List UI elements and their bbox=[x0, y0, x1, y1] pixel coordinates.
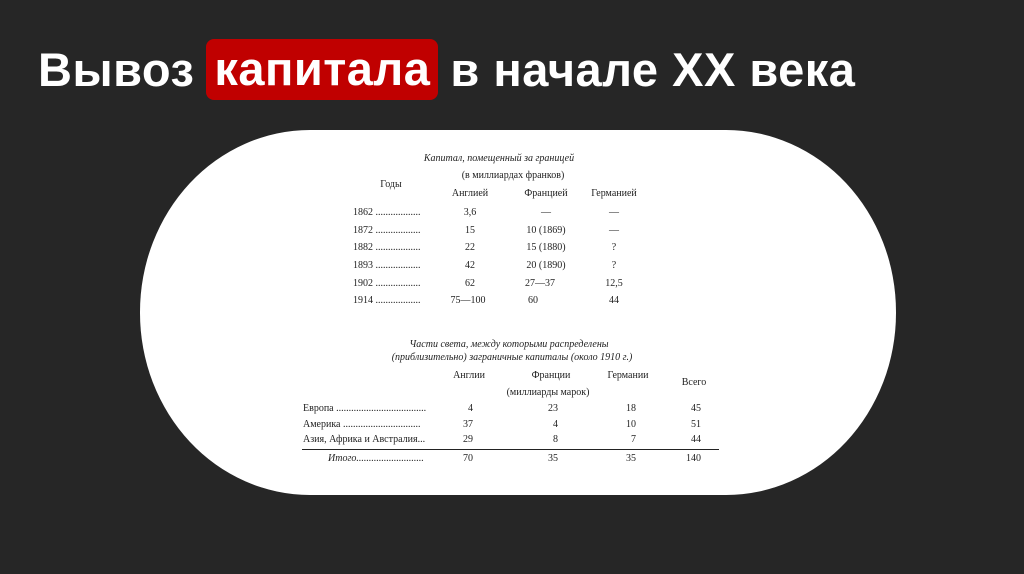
table2-col-england: Англии bbox=[453, 370, 485, 381]
table2-total-rule bbox=[302, 449, 719, 450]
table2-caption-line1: Части света, между которыми распределены bbox=[409, 339, 609, 350]
table2-col-france: Франции bbox=[531, 370, 571, 381]
document-card bbox=[140, 130, 896, 495]
table1-col-germany: Германией bbox=[591, 188, 637, 199]
table1-col-france: Францией bbox=[524, 188, 568, 199]
table1-unit: (в миллиардах франков) bbox=[461, 170, 565, 181]
table2-col-germany: Германии bbox=[607, 370, 649, 381]
table1-col-england: Англией bbox=[451, 188, 489, 199]
table1-col-years: Годы bbox=[380, 179, 402, 190]
table1-caption: Капитал, помещенный за границей bbox=[423, 153, 575, 164]
title-word-1: Вывоз bbox=[38, 42, 195, 96]
slide-title bbox=[38, 38, 855, 100]
table2-unit: (миллиарды марок) bbox=[506, 387, 590, 398]
title-highlight: капитала bbox=[206, 39, 438, 100]
table2-col-total: Всего bbox=[681, 377, 707, 388]
title-rest: в начале XX века bbox=[450, 42, 856, 96]
table2-caption-line2: (приблизительно) заграничные капиталы (около 1910 г.) bbox=[391, 352, 633, 363]
